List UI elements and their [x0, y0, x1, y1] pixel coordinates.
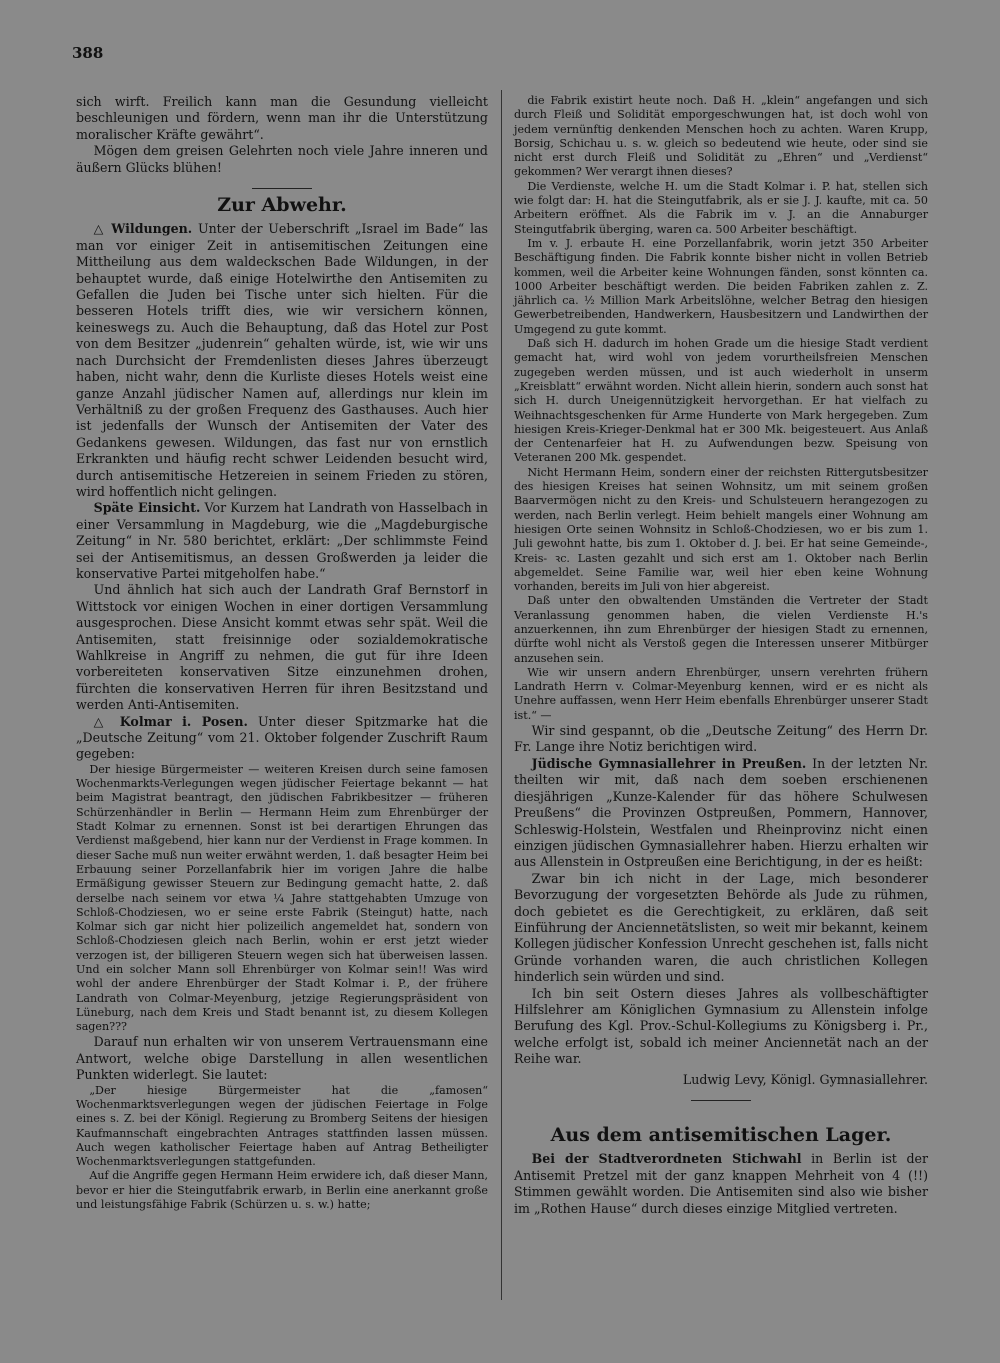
- article-wildungen: [76, 221, 488, 500]
- quote-body: Der hiesige Bürgermeister — weiteren Kreisen durch seine famosen Wochenmarkts-Verlegungen wegen jüdischer Feiertage bekannt — hat beim Magistrat beantragt, den jüdischen Fabrikbesitzer — früheren Schürzenhändler in Berlin — Hermann Heim zum Ehrenbürger der Stadt Kolmar zu ernennen. Sonst ist bei derartigen Ehrungen das Verdienst maßgebend, hier kann nur der Verdienst in Frage kommen. In dieser Sache muß nun weiter erwähnt werden, 1. daß besagter Heim bei Erbauung seiner Porzellanfabrik hier im vorigen Jahre die halbe Ermäßigung gewisser Steuern zur Bedingung gemacht hatte, 2. daß derselbe nach seinem vor etwa ¼ Jahre stattgehabten Umzuge von Schloß-Chodziesen, wo er seine erste Fabrik (Steingut) hatte, nach Kolmar sich gar nicht hier polizeilich angemeldet hat, sondern von Schloß-Chodziesen gleich nach Berlin, wohin er erst jetzt wieder verzogen ist, der billigeren Steuern wegen sich hat überweisen lassen. Und ein solcher Mann soll Ehrenbürger von Kolmar sein!! Was wird wohl der andere Ehrenbürger der Stadt Kolmar i. P., der frühere Landrath von Colmar-Meyenburg, jetzige Regierungspräsident von Lüneburg, nach dem Kreis und Stadt benannt ist, zu diesem Kollegen sagen???: [76, 762, 488, 1034]
- reply-paragraph: die Fabrik existirt heute noch. Daß H. „klein“ angefangen und sich durch Fleiß und Solidität emporgeschwungen hat, ist doch wohl von jedem vernünftig denkenden Menschen hoch zu achten. Waren Krupp, Borsig, Schichau u. s. w. gleich so bedeutend wie heute, oder sind sie nicht erst durch Fleiß und Solidität zu „Ehren“ und „Verdienst“ gekommen? Wer verargt ihnen dieses?: [514, 94, 928, 179]
- article-lead: △ Kolmar i. Posen.: [93, 713, 248, 729]
- article-lead: Bei der Stadtverordneten Stichwahl: [531, 1151, 802, 1167]
- reply-letter-continued: [514, 94, 928, 723]
- article-bernstorf: Und ähnlich hat sich auch der Landrath Graf Bernstorf in Wittstock vor einigen Wochen in einer dortigen Versammlung ausgesprochen. Diese Ansicht kommt etwas sehr spät. Weil die Antisemiten, statt freisinnige oder sozialdemokratische Wahlkreise in Angriff zu nehmen, die gut für ihre Ideen vorbereiteten konservativen Sitze einzunehmen drohen, fürchten die konservativen Herren für ihren Besitzstand und werden Anti-Antisemiten.: [76, 582, 488, 713]
- article-body: Unter dieser Spitzmarke hat die „Deutsche Zeitung“ vom 21. Oktober folgender Zuschrift Raum gegeben:: [76, 713, 488, 762]
- reply-paragraph: „Der hiesige Bürgermeister hat die „famosen“ Wochenmarktsverlegungen wegen der jüdischen Feiertage in Folge eines s. Z. bei der Königl. Regierung zu Bromberg Seitens der hiesigen Kaufmannschaft eingebrachten Antrages stattfinden lassen müssen. Auch wegen katholischer Feiertage haben auf Antrag Betheiligter Wochenmarktsverlegungen stattgefunden.: [76, 1083, 488, 1169]
- left-column: [76, 94, 488, 1212]
- reply-paragraph: Die Verdienste, welche H. um die Stadt Kolmar i. P. hat, stellen sich wie folgt dar: H. hat die Steingutfabrik, als er sie J. J. kaufte, mit ca. 50 Arbeitern eröffnet. Als die Fabrik im v. J. an die Annaburger Steingutfabrik überging, waren ca. 500 Arbeiter beschäftigt.: [514, 179, 928, 236]
- reply-paragraph: Auf die Angriffe gegen Hermann Heim erwidere ich, daß dieser Mann, bevor er hier die Steingutfabrik erwarb, in Berlin eine anerkannt große und leistungsfähige Fabrik (Schürzen u. s. w.) hatte;: [76, 1169, 488, 1212]
- article-lead: Späte Einsicht.: [93, 500, 201, 516]
- reply-paragraph: Daß sich H. dadurch im hohen Grade um die hiesige Stadt verdient gemacht hat, wird wohl von jedem vorurtheilsfreien Menschen zugegeben werden müssen, und ist auch wiederholt in unserm „Kreisblatt“ erwähnt worden. Nicht allein hierin, sondern auch sonst hat sich H. durch Uneigennützigkeit hervorgethan. Er hat vielfach zu Weihnachtsgeschenken für Arme Hunderte von Mark hergegeben. Zum hiesigen Kreis-Krieger-Denkmal hat er 300 Mk. beigesteuert. Aus Anlaß der Centenarfeier hat H. zu Aufwendungen bezw. Speisung von Veteranen 200 Mk. gespendet.: [514, 337, 928, 465]
- signature: Ludwig Levy, Königl. Gymnasiallehrer.: [682, 1071, 928, 1087]
- section-heading-abwehr: Zur Abwehr.: [217, 194, 347, 217]
- right-column: [514, 94, 928, 1217]
- article-body: In der letzten Nr. theilten wir mit, daß nach dem soeben erschienenen diesjährigen „Kunze-Kalender für das höhere Schulwesen Preußens“ die Provinzen Ostpreußen, Pommern, Hannover, Schleswig-Holstein, Westfalen und Rheinprovinz nicht einen einzigen jüdischen Gymnasiallehrer haben. Hierzu erhalten wir aus Allenstein in Ostpreußen eine Berichtigung, in der es heißt:: [514, 755, 928, 870]
- article-body: in Berlin ist der Antisemit Pretzel mit der ganz knappen Mehrheit von 4 (!!) Stimmen gewählt worden. Die Antisemiten sind also wie bisher im „Rothen Hause“ durch dieses einzige Mitglied vertreten.: [514, 1151, 928, 1216]
- reply-intro: Darauf nun erhalten wir von unserem Vertrauensmann eine Antwort, welche obige Darstellung in allen wesentlichen Punkten widerlegt. Sie lautet:: [76, 1034, 488, 1083]
- article-kolmar: [76, 714, 488, 763]
- intro-closing: Mögen dem greisen Gelehrten noch viele Jahre inneren und äußern Glücks blühen!: [76, 143, 488, 175]
- reply-paragraph: Daß unter den obwaltenden Umständen die Vertreter der Stadt Veranlassung genommen haben, die vielen Verdienste H.'s anzuerkennen, ihn zum Ehrenbürger der hiesigen Stadt zu ernennen, dürfte wohl nicht als Verstoß gegen die Interessen unserer Mitbürger anzusehen sein.: [514, 594, 928, 665]
- column-rule: [501, 90, 502, 1300]
- article-lead: Jüdische Gymnasiallehrer in Preußen.: [531, 755, 807, 771]
- article-paragraph: Ich bin seit Ostern dieses Jahres als vollbeschäftigter Hilfslehrer am Königlichen Gymnasium zu Allenstein infolge Berufung des Kgl. Prov.-Schul-Kollegiums zu Königsberg i. Pr., welche erfolgt ist, sobald ich meiner Anciennetät nach an der Reihe war.: [514, 985, 928, 1067]
- lange-remark: Wir sind gespannt, ob die „Deutsche Zeitung“ des Herrn Dr. Fr. Lange ihre Notiz berichtigen wird.: [514, 723, 928, 755]
- article-body: Vor Kurzem hat Landrath von Hasselbach in einer Versammlung in Magdeburg, wie die „Magdeburgische Zeitung“ in Nr. 580 berichtet, erklärt: „Der schlimmste Feind sei der Antisemitismus, an dessen Großwerden ja leider die konservative Partei mitgeholfen habe.“: [76, 500, 488, 581]
- quoted-letter: [76, 763, 488, 1035]
- article-body: Unter der Ueberschrift „Israel im Bade“ las man vor einiger Zeit in antisemitischen Zeitungen eine Mittheilung aus dem waldeckschen Bade Wildungen, in der behauptet wurde, daß einige Hotelwirthe den Antisemiten zu Gefallen die Juden bei Tische unter sich hielten. Für die besseren Hotels trifft dies, wie wir versichern können, keineswegs zu. Auch die Behauptung, daß das Hotel zur Post von dem Besitzer „judenrein“ gehalten würde, ist, wie wir uns nach Durchsicht der Fremdenlisten dieses Jahres überzeugt haben, nicht wahr, denn die Kurliste dieses Hotels weist eine ganze Anzahl jüdischer Namen auf, allerdings nur klein im Verhältniß zu der großen Frequenz des Gasthauses. Auch hier ist jedenfalls der Wunsch der Antisemiten der Vater des Gedankens gewesen. Wildungen, das fast nur von ernstlich Erkrankten und häufig recht schwer Leidenden besucht wird, durch antisemitische Hetzereien in seinem Frieden zu stören, wird hoffentlich nicht gelingen.: [76, 221, 488, 499]
- intro-paragraph: sich wirft. Freilich kann man die Gesundung vielleicht beschleunigen und fördern, wenn man ihr die Unterstützung moralischer Kräfte gewährt“.: [76, 94, 488, 142]
- separator: [691, 1100, 751, 1101]
- separator: [252, 188, 312, 189]
- reply-letter: [76, 1084, 488, 1213]
- article-gymnasiallehrer: [514, 756, 928, 871]
- section-heading-lager: Aus dem antisemitischen Lager.: [550, 1124, 892, 1146]
- page-number: 388: [72, 44, 104, 62]
- article-paragraph: Zwar bin ich nicht in der Lage, mich besonderer Bevorzugung der vorgesetzten Behörde als Jude zu rühmen, doch gebietet es die Gerechtigkeit, zu erklären, daß seit Einführung der Anciennetätslisten, so weit mir bekannt, keinem Kollegen jüdischer Konfession Unrecht geschehen ist, falls nicht Gründe vorhanden waren, die auch christlichen Kollegen hinderlich sein würden und sind.: [514, 870, 928, 985]
- reply-paragraph: Im v. J. erbaute H. eine Porzellanfabrik, worin jetzt 350 Arbeiter Beschäftigung finden. Die Fabrik konnte bisher nicht in vollen Betrieb kommen, weil die Arbeiter keine Wohnungen fänden, sonst könnten ca. 1000 Arbeiter beschäftigt werden. Die beiden Fabriken zahlen z. Z. jährlich ca. ½ Million Mark Arbeitslöhne, welcher Betrag den hiesigen Gewerbetreibenden, Handwerkern, Hausbesitzern und Landwirthen der Umgegend zu gute kommt.: [514, 236, 928, 336]
- article-lead: △ Wildungen.: [93, 221, 193, 237]
- reply-paragraph: Wie wir unsern andern Ehrenbürger, unsern verehrten frühern Landrath Herrn v. Colmar-Meyenburg kennen, wird er es nicht als Unehre auffassen, wenn Herr Heim ebenfalls Ehrenbürger unserer Stadt ist.“ —: [514, 665, 928, 722]
- article-einsicht: [76, 500, 488, 582]
- article-stichwahl: [514, 1151, 928, 1217]
- reply-paragraph: Nicht Hermann Heim, sondern einer der reichsten Rittergutsbesitzer des hiesigen Kreises hat seinen Wohnsitz, um mit seinem großen Baarvermögen nicht zu den Kreis- und Schulsteuern herangezogen zu werden, nach Berlin verlegt. Heim behielt mangels einer Wohnung am hiesigen Orte seinen Wohnsitz in Schloß-Chodziesen, wo er bis zum 1. Juli gewohnt hatte, bis zum 1. Oktober d. J. bei. Er hat seine Gemeinde-, Kreis- ꝛc. Lasten gezahlt und sich erst am 1. Oktober nach Berlin abgemeldet. Seine Familie war, weil hier eben keine Wohnung vorhanden, bereits im Juli von hier abgereist.: [514, 465, 928, 594]
